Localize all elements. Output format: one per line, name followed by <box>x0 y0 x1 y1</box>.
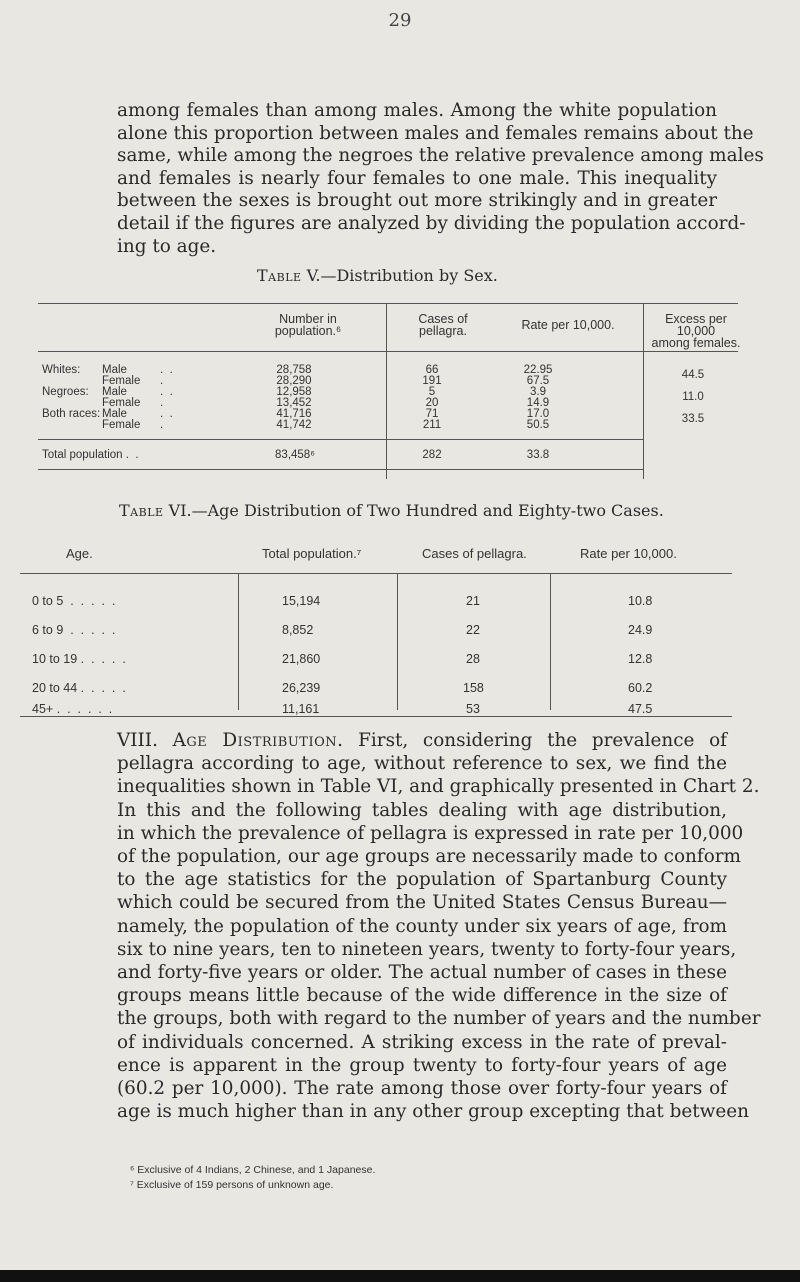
section-line: (60.2 per 10,000). The rate among those over forty-four years of <box>117 1078 727 1100</box>
table6-rate: 12.8 <box>628 652 653 666</box>
table5-cases: 66 <box>425 364 439 376</box>
table5-cases: 191 <box>422 375 442 387</box>
table6-bottom-rule <box>20 716 732 717</box>
table5-total-rule <box>38 439 643 440</box>
section-line: age is much higher than in any other group excepting that between <box>117 1101 749 1123</box>
table6-age: 45+ . . . . . . <box>32 702 113 716</box>
intro-line: among females than among males. Among the white population <box>117 100 717 121</box>
table5-cases: 211 <box>422 419 442 431</box>
table6-col-divider <box>397 574 398 710</box>
table5-sex-label: Male <box>102 408 127 420</box>
table6-cases: 53 <box>466 702 480 716</box>
section-line: which could be secured from the United States Census Bureau— <box>117 892 727 914</box>
intro-paragraph <box>117 100 764 258</box>
table6-caption-rest: VI.—Age Distribution of Two Hundred and Eighty-two Cases. <box>163 501 664 520</box>
table5-rate: 50.5 <box>526 419 550 431</box>
intro-line: between the sexes is brought out more strikingly and in greater <box>117 190 717 212</box>
intro-line: ing to age. <box>117 235 217 257</box>
table5-sex-label: Female <box>102 419 141 431</box>
table6-age: 0 to 5 . . . . . <box>32 594 116 608</box>
table6-header-rule <box>20 573 732 574</box>
table5-total-population: 83,458⁶ <box>275 449 315 461</box>
table6-rate: 60.2 <box>628 681 653 695</box>
section-line: to the age statistics for the population of Spartanburg County <box>117 869 727 891</box>
table6-header-population: Total population.⁷ <box>262 546 362 561</box>
intro-line: same, while among the negroes the relative prevalence among males <box>117 145 764 167</box>
intro-line: and females is nearly four females to one male. This inequality <box>117 167 717 189</box>
section-line: six to nine years, ten to nineteen years, twenty to forty-four years, <box>117 938 737 960</box>
table5-population: 13,452 <box>276 397 312 409</box>
section-paragraph <box>117 729 761 1123</box>
table5-group-label: Negroes: <box>42 386 89 398</box>
table5-col-divider <box>643 303 644 479</box>
table5-rate: 67.5 <box>526 375 550 387</box>
table5-excess: 33.5 <box>681 413 705 425</box>
table5-header-rate: Rate per 10,000. <box>521 318 615 332</box>
table5-excess: 11.0 <box>682 391 704 403</box>
section-line: In this and the following tables dealing with age distribution, <box>117 799 727 821</box>
table6-age: 10 to 19 . . . . . <box>32 652 126 666</box>
table5-cases: 20 <box>425 397 439 409</box>
section-line: pellagra according to age, without reference to sex, we find the <box>117 753 727 775</box>
table6-population: 11,161 <box>282 702 320 716</box>
table5-header-cases: Cases of pellagra. <box>418 312 468 338</box>
table5-rate: 3.9 <box>530 386 546 398</box>
table6-header-rate: Rate per 10,000. <box>580 546 677 561</box>
table5-rate: 14.9 <box>526 397 550 409</box>
section-line: ence is apparent in the group twenty to forty-four years of age <box>117 1054 727 1076</box>
section-line: namely, the population of the county under six years of age, from <box>117 915 727 937</box>
footnote: ⁶ Exclusive of 4 Indians, 2 Chinese, and 1 Japanese. <box>130 1164 376 1176</box>
section-title: Age Distribution. <box>172 730 344 751</box>
table5-group-label: Both races: <box>42 408 101 420</box>
table6-cases: 21 <box>466 594 480 608</box>
table6-population: 15,194 <box>282 594 321 608</box>
table6 <box>20 540 740 715</box>
table6-rate: 47.5 <box>628 702 653 716</box>
table5-caption-prefix: Table <box>257 266 302 285</box>
section-line: inequalities shown in Table VI, and graphically presented in Chart 2. <box>117 776 760 798</box>
table5-population: 41,716 <box>276 408 312 420</box>
table5-rate: 22.95 <box>523 364 553 376</box>
table6-caption <box>119 501 664 520</box>
section-line: of individuals concerned. A striking excess in the rate of preval- <box>117 1031 727 1053</box>
section-line: of the population, our age groups are necessarily made to conform <box>117 846 741 868</box>
table6-header-age: Age. <box>66 546 93 561</box>
table5-bottom-rule <box>38 469 643 470</box>
table5-group-label: Whites: <box>42 364 81 376</box>
table5-population: 12,958 <box>276 386 312 398</box>
table5-leaders: . . . . . . . . . <box>160 364 173 431</box>
table5 <box>38 303 741 483</box>
table6-cases: 158 <box>463 681 484 695</box>
table6-rate: 24.9 <box>628 623 653 637</box>
table5-total-rate: 33.8 <box>526 449 550 461</box>
intro-line: detail if the figures are analyzed by dividing the population accord- <box>117 212 746 234</box>
table5-sex-label: Female <box>102 397 141 409</box>
section-line: the groups, both with regard to the number of years and the number <box>117 1008 761 1030</box>
footnote: ⁷ Exclusive of 159 persons of unknown age. <box>130 1179 334 1191</box>
table5-sex-label: Male <box>102 386 127 398</box>
table6-header-cases: Cases of pellagra. <box>422 546 527 561</box>
table5-header-population: Number in population.⁶ <box>274 312 342 338</box>
section-line: in which the prevalence of pellagra is expressed in rate per 10,000 <box>117 822 744 844</box>
section-line: and forty-five years or older. The actual number of cases in these <box>117 962 727 984</box>
table5-total-label: Total population . . <box>42 449 139 461</box>
table5-population: 41,742 <box>276 419 312 431</box>
section-line: groups means little because of the wide difference in the size of <box>117 985 727 1007</box>
scan-edge <box>0 1270 800 1282</box>
table5-top-rule <box>38 303 738 304</box>
table6-col-divider <box>238 574 239 710</box>
table6-col-divider <box>550 574 551 710</box>
table6-population: 8,852 <box>282 623 314 637</box>
table5-sex-label: Female <box>102 375 141 387</box>
table5-header-rule <box>38 351 738 352</box>
table5-excess: 44.5 <box>681 369 705 381</box>
table6-age: 6 to 9 . . . . . <box>32 623 116 637</box>
table5-caption-rest: V.—Distribution by Sex. <box>301 266 498 285</box>
table6-cases: 22 <box>466 623 480 637</box>
table6-cases: 28 <box>466 652 480 666</box>
table5-header-excess: Excess per 10,000 among females. <box>651 312 741 350</box>
table5-col-divider <box>386 303 387 479</box>
table5-cases: 5 <box>428 386 436 398</box>
table6-population: 26,239 <box>282 681 321 695</box>
table5-population: 28,758 <box>276 364 312 376</box>
section-number: VIII. <box>117 730 158 751</box>
section-first-line: VIII. Age Distribution. First, considering the prevalence of <box>117 730 727 751</box>
intro-line: alone this proportion between males and females remains about the <box>117 122 754 144</box>
table6-age: 20 to 44 . . . . . <box>32 681 126 695</box>
table5-total-cases: 282 <box>422 449 442 461</box>
table5-population: 28,290 <box>276 375 312 387</box>
table6-rate: 10.8 <box>628 594 653 608</box>
page-number: 29 <box>388 10 412 31</box>
table5-caption <box>257 266 498 285</box>
table6-caption-prefix: Table <box>119 501 164 520</box>
table6-population: 21,860 <box>282 652 321 666</box>
table5-rate: 17.0 <box>526 408 550 420</box>
table5-sex-label: Male <box>102 364 127 376</box>
table5-cases: 71 <box>425 408 439 420</box>
